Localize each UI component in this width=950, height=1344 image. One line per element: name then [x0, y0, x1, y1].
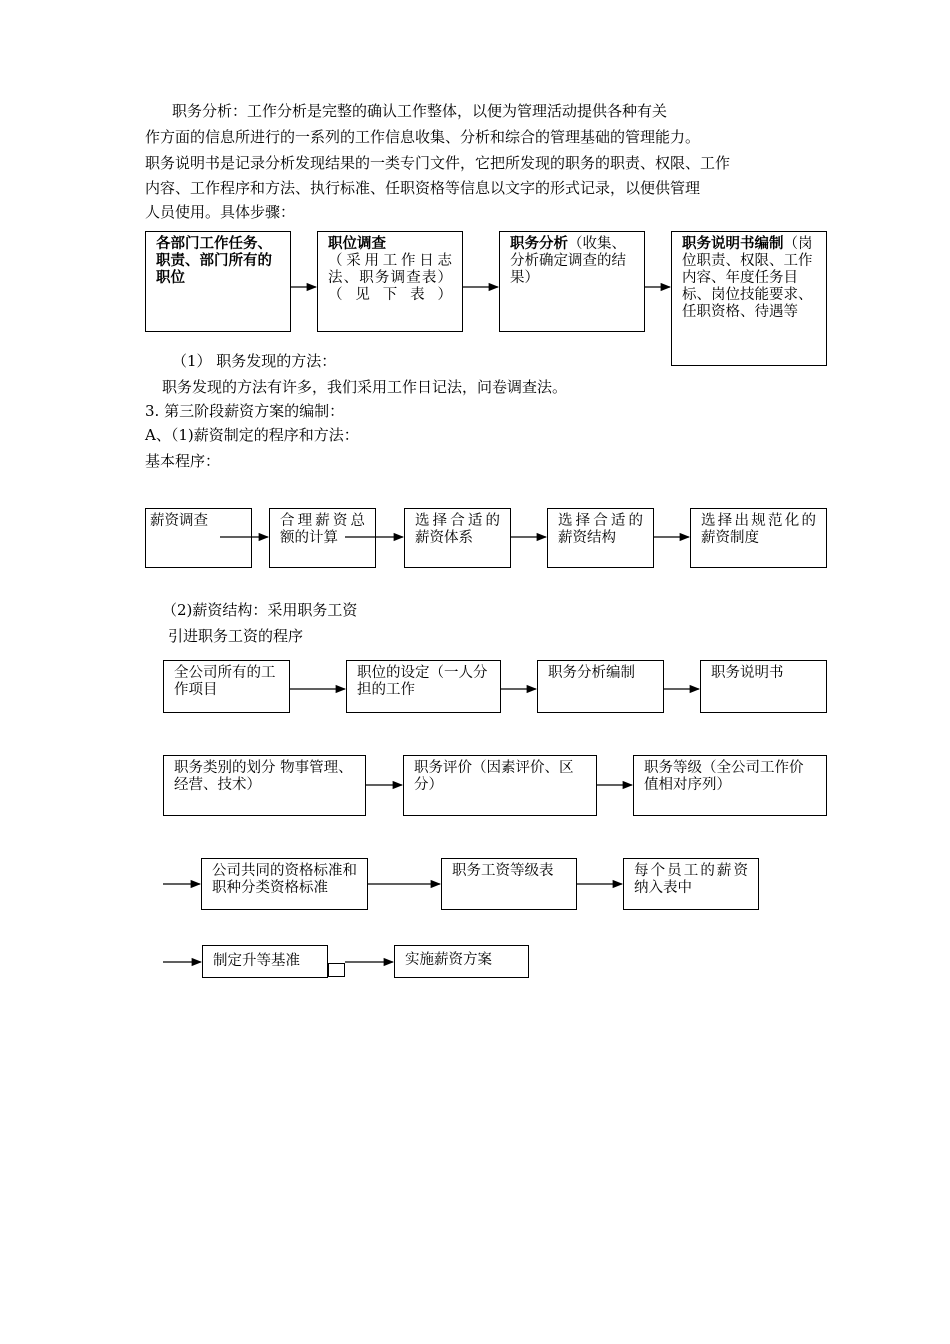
flow2-box-total-salary: [269, 508, 376, 568]
intro-line-3: 职务说明书是记录分析发现结果的一类专门文件，它把所发现的职务的职责、权限、工作: [145, 154, 731, 172]
flow6-box-text: 实施薪资方案: [405, 952, 492, 968]
flow5-box-text: 公司共同的资格标准和职种分类资格标准: [212, 863, 357, 896]
intro-line-4: 内容、工作程序和方法、执行标准、任职资格等信息以文字的形式记录，以便供管理: [145, 179, 701, 197]
flow1-box-title: 各部门工作任务、职责、部门所有的职位: [156, 236, 272, 286]
methods-label: （1） 职务发现的方法：: [172, 352, 337, 370]
flow3-box-text: 职务分析编制: [548, 665, 635, 681]
flow1-box-position-survey: [317, 231, 463, 332]
flow4-box-job-grade: [633, 755, 827, 816]
flow1-box-desc: （收集、分析确定调查的结果）: [510, 236, 626, 286]
intro-line-1: 职务分析：工作分析是完整的确认工作整体，以便为管理活动提供各种有关: [172, 102, 668, 120]
flow3-box-position-setup: [346, 660, 501, 713]
flow1-box-job-analysis: [499, 231, 645, 332]
flow3-box-text: 全公司所有的工作项目: [174, 665, 276, 698]
flow2-box-text: 选择合适的薪资体系: [415, 513, 500, 546]
flow3-box-text: 职务说明书: [711, 665, 784, 681]
flow5-box-text: 每个员工的薪资纳入表中: [634, 863, 748, 896]
flow4-box-text: 职务评价（因素评价、区分）: [414, 760, 574, 793]
structure-intro: 引进职务工资的程序: [168, 627, 304, 645]
flow2-box-text: 合理薪资总额的计算: [280, 513, 365, 546]
intro-line-5: 人员使用。具体步骤：: [145, 203, 296, 221]
flow1-box-title: 职务分析: [510, 236, 568, 252]
flow5-box-employee-salary: [623, 858, 759, 910]
flow2-box-salary-regime: [690, 508, 827, 568]
flow2-box-salary-system: [404, 508, 511, 568]
flow2-box-salary-survey: [145, 508, 252, 568]
flow1-box-title: 职务说明书编制: [682, 236, 784, 252]
flow4-box-job-evaluation: [403, 755, 597, 816]
flow1-box-desc: （岗位职责、权限、工作内容、年度任务目标、岗位技能要求、任职资格、待遇等: [682, 236, 813, 320]
flow5-box-wage-grade-table: [441, 858, 577, 910]
flow4-box-job-category: [163, 755, 366, 816]
flow3-box-job-description: [700, 660, 827, 713]
flow6-box-promotion-criteria: [202, 945, 328, 978]
flow2-box-text: 薪资调查: [150, 513, 208, 529]
flow3-box-text: 职位的设定（一人分担的工作: [357, 665, 488, 698]
methods-text: 职务发现的方法有许多，我们采用工作日记法，问卷调查法。: [162, 378, 568, 396]
flow5-box-text: 职务工资等级表: [452, 863, 554, 879]
flow4-box-text: 职务类别的划分 物事管理、经营、技术）: [174, 760, 353, 793]
flow3-box-work-items: [163, 660, 290, 713]
flow1-box-job-description: [671, 231, 827, 366]
flow2-box-salary-structure: [547, 508, 654, 568]
flow6-box-text: 制定升等基准: [213, 953, 300, 969]
flow5-box-qualification-standards: [201, 858, 368, 910]
flow1-box-title: 职位调查: [328, 236, 386, 252]
flow6-box-implement-plan: [394, 945, 529, 978]
stage3-heading: 3. 第三阶段薪资方案的编制：: [145, 402, 345, 420]
flow1-box-desc: （采用工作日志法、职务调查表）（见下表）: [328, 253, 452, 303]
stage3-basic: 基本程序：: [145, 452, 221, 470]
flow3-box-job-analysis: [537, 660, 664, 713]
flow4-box-text: 职务等级（全公司工作价值相对序列）: [644, 760, 804, 793]
flow2-box-text: 选择合适的薪资结构: [558, 513, 643, 546]
flow1-box-departments: [145, 231, 291, 332]
intro-line-2: 作方面的信息所进行的一系列的工作信息收集、分析和综合的管理基础的管理能力。: [145, 128, 701, 146]
flow2-box-text: 选择出规范化的薪资制度: [701, 513, 816, 546]
stage3-sub-a: A、（1)薪资制定的程序和方法：: [145, 426, 359, 444]
flow6-connector-tab: [328, 963, 345, 977]
structure-label: （2)薪资结构：采用职务工资: [162, 601, 358, 619]
